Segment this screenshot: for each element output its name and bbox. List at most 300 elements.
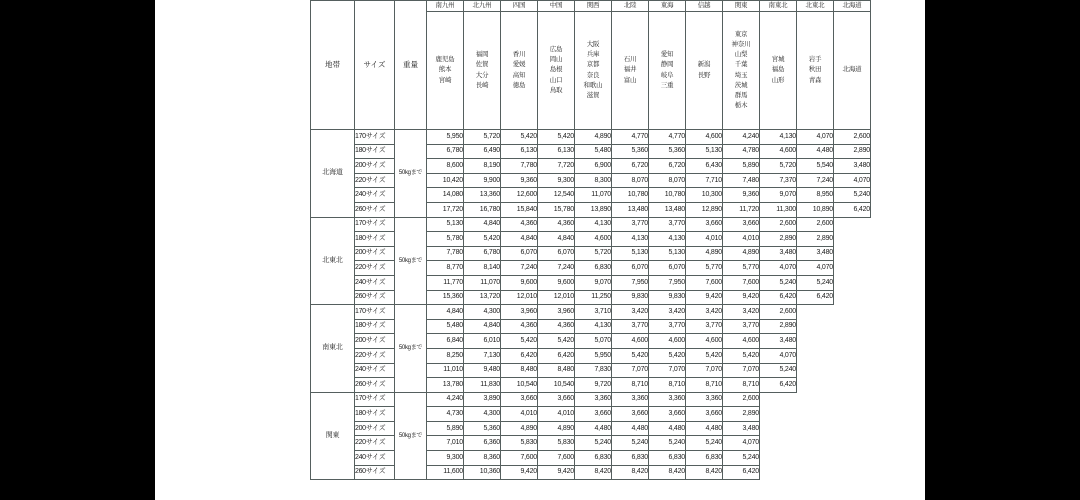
rate-cell: 8,070: [649, 173, 686, 188]
rate-cell: 13,890: [575, 202, 612, 217]
rate-cell: 8,140: [464, 261, 501, 276]
rate-cell: 6,720: [649, 159, 686, 174]
size-cell: 240サイズ: [355, 275, 395, 290]
rate-cell: 7,600: [538, 451, 575, 466]
rate-cell: 9,300: [538, 173, 575, 188]
rate-cell: 5,240: [760, 363, 797, 378]
rate-cell: 4,130: [760, 130, 797, 145]
rate-cell: 6,840: [427, 334, 464, 349]
rate-cell: 11,250: [575, 290, 612, 305]
rate-cell: 6,780: [427, 144, 464, 159]
rate-cell: 2,890: [797, 232, 834, 247]
destination-prefectures: [649, 12, 686, 130]
rate-cell: 5,240: [686, 436, 723, 451]
rate-cell: 3,420: [612, 305, 649, 320]
empty-cell: [797, 465, 834, 480]
rate-cell: 4,070: [760, 261, 797, 276]
rate-cell: 4,600: [612, 334, 649, 349]
prefecture-name: 長野: [697, 71, 711, 79]
rate-cell: 5,130: [686, 144, 723, 159]
rate-cell: 7,070: [723, 363, 760, 378]
rate-cell: 5,130: [649, 246, 686, 261]
empty-cell: [797, 407, 834, 422]
rate-cell: 3,420: [723, 305, 760, 320]
size-cell: 170サイズ: [355, 392, 395, 407]
rate-cell: 4,890: [501, 421, 538, 436]
size-cell: 200サイズ: [355, 246, 395, 261]
destination-region-header: 東海: [649, 1, 686, 12]
rate-cell: 12,600: [501, 188, 538, 203]
rate-cell: 6,420: [538, 348, 575, 363]
size-cell: 260サイズ: [355, 465, 395, 480]
rate-cell: 7,480: [723, 173, 760, 188]
rate-cell: 7,950: [612, 275, 649, 290]
weight-cell: 50kgまで: [395, 305, 427, 393]
rate-cell: 3,710: [575, 305, 612, 320]
empty-cell: [834, 451, 871, 466]
prefecture-name: 福井: [623, 66, 637, 74]
rate-cell: 3,770: [723, 319, 760, 334]
prefecture-name: 富山: [623, 76, 637, 84]
rate-cell: 5,950: [575, 348, 612, 363]
rate-cell: 12,010: [538, 290, 575, 305]
rate-cell: 9,070: [760, 188, 797, 203]
empty-cell: [834, 407, 871, 422]
prefecture-name: 山梨: [734, 51, 748, 59]
rate-cell: 2,600: [834, 130, 871, 145]
rate-cell: 3,660: [538, 392, 575, 407]
empty-cell: [797, 363, 834, 378]
prefecture-name: 佐賀: [475, 61, 489, 69]
weight-cell: 50kgまで: [395, 130, 427, 218]
rate-cell: 2,600: [797, 217, 834, 232]
rate-cell: 5,240: [575, 436, 612, 451]
rate-cell: 5,540: [797, 159, 834, 174]
rate-cell: 4,890: [723, 246, 760, 261]
empty-cell: [797, 378, 834, 393]
region-header-row: [311, 1, 871, 12]
prefecture-name: 茨城: [734, 81, 748, 89]
rate-cell: 6,420: [760, 378, 797, 393]
prefecture-name: 千葉: [734, 61, 748, 69]
prefecture-name: 鳥取: [549, 86, 563, 94]
rate-cell: 3,770: [612, 319, 649, 334]
rate-cell: 4,600: [723, 334, 760, 349]
rate-cell: 3,480: [723, 421, 760, 436]
rate-cell: 8,360: [464, 451, 501, 466]
rate-cell: 6,420: [501, 348, 538, 363]
rate-cell: 9,360: [723, 188, 760, 203]
rate-cell: 3,660: [686, 407, 723, 422]
prefecture-name: 福岡: [475, 51, 489, 59]
rate-cell: 12,540: [538, 188, 575, 203]
empty-cell: [797, 436, 834, 451]
destination-prefectures: [723, 12, 760, 130]
destination-prefectures: [686, 12, 723, 130]
destination-prefectures: [464, 12, 501, 130]
empty-cell: [834, 378, 871, 393]
rate-cell: 7,070: [686, 363, 723, 378]
empty-cell: [797, 319, 834, 334]
rate-cell: 5,420: [723, 348, 760, 363]
rate-cell: 10,360: [464, 465, 501, 480]
rate-cell: 4,600: [686, 334, 723, 349]
rate-cell: 5,130: [427, 217, 464, 232]
rate-cell: 3,770: [612, 217, 649, 232]
rate-cell: 10,780: [649, 188, 686, 203]
rate-cell: 9,900: [464, 173, 501, 188]
rate-cell: 9,360: [501, 173, 538, 188]
prefecture-name: 島根: [549, 66, 563, 74]
rate-cell: 4,070: [797, 261, 834, 276]
rate-cell: 4,480: [575, 421, 612, 436]
rate-cell: 3,660: [612, 407, 649, 422]
rate-cell: 5,420: [538, 130, 575, 145]
rate-cell: 3,360: [612, 392, 649, 407]
rate-cell: 6,420: [834, 202, 871, 217]
rate-cell: 3,770: [686, 319, 723, 334]
rate-cell: 3,480: [760, 246, 797, 261]
rate-cell: 6,070: [501, 246, 538, 261]
rate-cell: 10,780: [612, 188, 649, 203]
prefecture-name: 熊本: [438, 66, 452, 74]
rate-cell: 17,720: [427, 202, 464, 217]
rate-cell: 9,830: [649, 290, 686, 305]
destination-prefectures: [427, 12, 464, 130]
empty-cell: [834, 348, 871, 363]
rate-cell: 3,660: [723, 217, 760, 232]
rate-cell: 11,600: [427, 465, 464, 480]
rate-cell: 8,300: [575, 173, 612, 188]
rate-cell: 8,710: [612, 378, 649, 393]
rate-cell: 4,600: [760, 144, 797, 159]
empty-cell: [797, 305, 834, 320]
rate-cell: 4,840: [501, 232, 538, 247]
empty-cell: [834, 290, 871, 305]
rate-cell: 4,010: [723, 232, 760, 247]
prefecture-name: 奈良: [586, 71, 600, 79]
rate-cell: 9,420: [723, 290, 760, 305]
rate-cell: 9,830: [612, 290, 649, 305]
size-cell: 220サイズ: [355, 348, 395, 363]
empty-cell: [760, 407, 797, 422]
rate-cell: 5,420: [501, 334, 538, 349]
rate-cell: 4,130: [575, 217, 612, 232]
empty-cell: [760, 436, 797, 451]
rate-cell: 4,770: [649, 130, 686, 145]
rate-cell: 3,480: [834, 159, 871, 174]
table-body: [311, 130, 871, 480]
rate-cell: 4,300: [464, 305, 501, 320]
size-cell: 240サイズ: [355, 188, 395, 203]
rate-cell: 5,130: [612, 246, 649, 261]
destination-region-header: 中国: [538, 1, 575, 12]
rate-cell: 9,300: [427, 451, 464, 466]
prefecture-name: 群馬: [734, 91, 748, 99]
destination-region-header: 信越: [686, 1, 723, 12]
destination-region-header: 南九州: [427, 1, 464, 12]
rate-cell: 3,660: [686, 217, 723, 232]
corner-header-weight: 重量: [395, 1, 427, 130]
rate-cell: 4,780: [723, 144, 760, 159]
prefecture-name: 京都: [586, 61, 600, 69]
size-cell: 220サイズ: [355, 173, 395, 188]
rate-cell: 5,480: [575, 144, 612, 159]
rate-cell: 5,420: [612, 348, 649, 363]
size-cell: 200サイズ: [355, 334, 395, 349]
rate-cell: 9,600: [538, 275, 575, 290]
destination-prefectures: [760, 12, 797, 130]
rate-cell: 4,130: [649, 232, 686, 247]
rate-cell: 3,480: [760, 334, 797, 349]
rate-cell: 2,890: [760, 232, 797, 247]
rate-cell: 11,830: [464, 378, 501, 393]
prefecture-name: 福島: [771, 66, 785, 74]
prefecture-name: 香川: [512, 51, 526, 59]
rate-cell: 3,660: [575, 407, 612, 422]
rate-cell: 4,840: [427, 305, 464, 320]
rate-cell: 15,840: [501, 202, 538, 217]
rate-cell: 6,490: [464, 144, 501, 159]
destination-region-header: 関東: [723, 1, 760, 12]
rate-cell: 5,240: [834, 188, 871, 203]
empty-cell: [834, 334, 871, 349]
empty-cell: [834, 319, 871, 334]
table-row: [311, 130, 871, 145]
rate-cell: 13,780: [427, 378, 464, 393]
rate-cell: 5,420: [686, 348, 723, 363]
rate-cell: 4,600: [686, 130, 723, 145]
prefecture-name: 和歌山: [583, 81, 603, 89]
rate-cell: 13,480: [612, 202, 649, 217]
rate-cell: 7,600: [501, 451, 538, 466]
empty-cell: [834, 217, 871, 232]
empty-cell: [760, 392, 797, 407]
rate-cell: 5,720: [575, 246, 612, 261]
rate-cell: 2,890: [723, 407, 760, 422]
rate-cell: 5,830: [501, 436, 538, 451]
rate-cell: 5,480: [427, 319, 464, 334]
rate-cell: 5,770: [723, 261, 760, 276]
rate-cell: 8,480: [538, 363, 575, 378]
rate-cell: 7,780: [501, 159, 538, 174]
size-cell: 220サイズ: [355, 261, 395, 276]
size-cell: 180サイズ: [355, 232, 395, 247]
prefecture-name: 広島: [549, 46, 563, 54]
size-cell: 180サイズ: [355, 144, 395, 159]
rate-cell: 7,720: [538, 159, 575, 174]
rate-cell: 8,710: [686, 378, 723, 393]
rate-cell: 10,890: [797, 202, 834, 217]
rate-cell: 5,420: [464, 232, 501, 247]
rate-cell: 7,010: [427, 436, 464, 451]
rate-cell: 7,240: [797, 173, 834, 188]
rate-cell: 4,240: [723, 130, 760, 145]
rate-cell: 8,710: [649, 378, 686, 393]
rate-cell: 3,890: [464, 392, 501, 407]
destination-region-header: 北海道: [834, 1, 871, 12]
rate-cell: 6,070: [538, 246, 575, 261]
rate-cell: 4,070: [723, 436, 760, 451]
rate-cell: 8,420: [612, 465, 649, 480]
prefecture-name: 徳島: [512, 81, 526, 89]
rate-cell: 4,360: [538, 319, 575, 334]
rate-cell: 9,720: [575, 378, 612, 393]
prefecture-name: 山口: [549, 76, 563, 84]
weight-cell: 50kgまで: [395, 217, 427, 305]
rate-cell: 6,830: [686, 451, 723, 466]
rate-cell: 4,840: [538, 232, 575, 247]
rate-cell: 12,890: [686, 202, 723, 217]
rate-cell: 13,480: [649, 202, 686, 217]
rate-cell: 4,480: [797, 144, 834, 159]
prefecture-name: 高知: [512, 71, 526, 79]
rate-cell: 8,420: [649, 465, 686, 480]
rate-cell: 6,780: [464, 246, 501, 261]
rate-cell: 11,720: [723, 202, 760, 217]
origin-area-cell: 南東北: [311, 305, 355, 393]
destination-prefectures: [612, 12, 649, 130]
rate-cell: 5,420: [649, 348, 686, 363]
rate-cell: 4,480: [649, 421, 686, 436]
prefecture-name: 埼玉: [734, 71, 748, 79]
rate-cell: 6,010: [464, 334, 501, 349]
rate-cell: 6,420: [797, 290, 834, 305]
prefecture-name: 岡山: [549, 56, 563, 64]
prefecture-name: 大分: [475, 71, 489, 79]
empty-cell: [797, 451, 834, 466]
rate-cell: 8,190: [464, 159, 501, 174]
size-cell: 240サイズ: [355, 451, 395, 466]
rate-cell: 8,770: [427, 261, 464, 276]
empty-cell: [834, 392, 871, 407]
table-header: [311, 1, 871, 130]
rate-cell: 6,430: [686, 159, 723, 174]
rate-cell: 4,890: [686, 246, 723, 261]
rate-cell: 9,420: [501, 465, 538, 480]
empty-cell: [760, 421, 797, 436]
weight-cell: 50kgまで: [395, 392, 427, 480]
rate-cell: 6,070: [612, 261, 649, 276]
corner-header-size: サイズ: [355, 1, 395, 130]
rate-cell: 8,710: [723, 378, 760, 393]
rate-cell: 7,070: [612, 363, 649, 378]
rate-cell: 10,540: [501, 378, 538, 393]
rate-cell: 7,240: [501, 261, 538, 276]
size-cell: 220サイズ: [355, 436, 395, 451]
size-cell: 260サイズ: [355, 378, 395, 393]
empty-cell: [834, 261, 871, 276]
rate-cell: 6,720: [612, 159, 649, 174]
destination-region-header: 南東北: [760, 1, 797, 12]
empty-cell: [834, 232, 871, 247]
rate-cell: 9,420: [538, 465, 575, 480]
rate-cell: 5,070: [575, 334, 612, 349]
empty-cell: [834, 275, 871, 290]
rate-cell: 8,420: [686, 465, 723, 480]
rate-cell: 15,360: [427, 290, 464, 305]
rate-cell: 2,600: [760, 217, 797, 232]
rate-cell: 8,950: [797, 188, 834, 203]
rate-cell: 4,130: [575, 319, 612, 334]
rate-cell: 5,420: [501, 130, 538, 145]
origin-area-cell: 北東北: [311, 217, 355, 305]
prefecture-name: 栃木: [734, 101, 748, 109]
destination-region-header: 関西: [575, 1, 612, 12]
empty-cell: [834, 465, 871, 480]
size-cell: 240サイズ: [355, 363, 395, 378]
empty-cell: [834, 436, 871, 451]
rate-cell: 8,420: [575, 465, 612, 480]
rate-cell: 5,420: [538, 334, 575, 349]
empty-cell: [834, 246, 871, 261]
prefecture-name: 東京: [734, 31, 748, 39]
rate-cell: 7,130: [464, 348, 501, 363]
origin-area-cell: 北海道: [311, 130, 355, 218]
rate-cell: 6,830: [612, 451, 649, 466]
empty-cell: [797, 392, 834, 407]
rate-cell: 5,360: [649, 144, 686, 159]
destination-prefectures: [834, 12, 871, 130]
rate-cell: 5,240: [612, 436, 649, 451]
rate-cell: 6,070: [649, 261, 686, 276]
rate-cell: 3,360: [575, 392, 612, 407]
empty-cell: [797, 421, 834, 436]
prefecture-name: 岩手: [808, 56, 822, 64]
size-cell: 170サイズ: [355, 217, 395, 232]
rate-cell: 4,360: [538, 217, 575, 232]
rate-cell: 4,130: [612, 232, 649, 247]
rate-cell: 11,300: [760, 202, 797, 217]
rate-cell: 7,710: [686, 173, 723, 188]
empty-cell: [760, 451, 797, 466]
empty-cell: [797, 334, 834, 349]
rate-cell: 11,070: [575, 188, 612, 203]
rate-cell: 4,300: [464, 407, 501, 422]
rate-cell: 5,720: [760, 159, 797, 174]
rate-cell: 16,780: [464, 202, 501, 217]
rate-cell: 11,070: [464, 275, 501, 290]
origin-area-cell: 関東: [311, 392, 355, 480]
rate-cell: 2,890: [760, 319, 797, 334]
rate-cell: 4,010: [501, 407, 538, 422]
rate-cell: 6,900: [575, 159, 612, 174]
rate-cell: 4,240: [427, 392, 464, 407]
rate-cell: 6,130: [538, 144, 575, 159]
rate-cell: 8,480: [501, 363, 538, 378]
empty-cell: [760, 465, 797, 480]
prefecture-name: 山形: [771, 76, 785, 84]
prefecture-name: 新潟: [697, 61, 711, 69]
rate-cell: 10,420: [427, 173, 464, 188]
rate-cell: 2,600: [723, 392, 760, 407]
rate-cell: 3,660: [501, 392, 538, 407]
destination-region-header: 北東北: [797, 1, 834, 12]
rate-cell: 12,010: [501, 290, 538, 305]
destination-region-header: 四国: [501, 1, 538, 12]
rate-cell: 4,070: [760, 348, 797, 363]
empty-cell: [834, 305, 871, 320]
table-row: [311, 392, 871, 407]
rate-cell: 4,600: [649, 334, 686, 349]
table-row: [311, 217, 871, 232]
rate-cell: 9,070: [575, 275, 612, 290]
rate-cell: 4,070: [797, 130, 834, 145]
rate-cell: 4,360: [501, 319, 538, 334]
rate-cell: 7,070: [649, 363, 686, 378]
corner-header-area: 地帯: [311, 1, 355, 130]
rate-cell: 4,010: [538, 407, 575, 422]
